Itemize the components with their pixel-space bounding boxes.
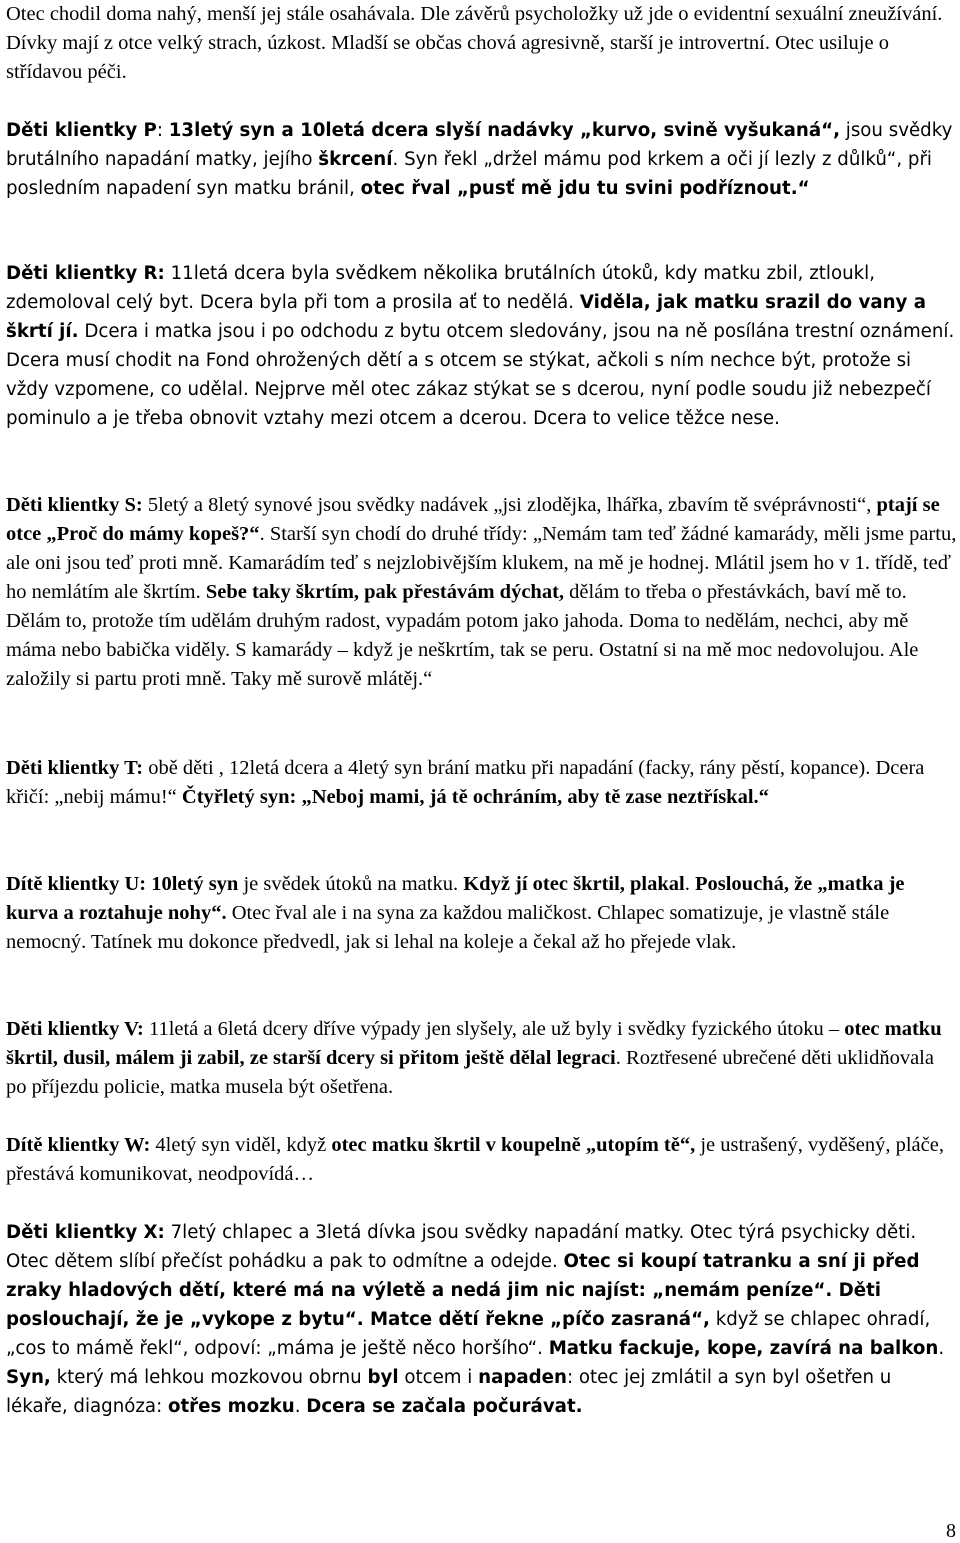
bold-text: škrcení [318, 149, 393, 170]
text-run: který má lehkou mozkovou obrnu [50, 1367, 368, 1388]
text-run: . [294, 1396, 307, 1417]
bold-text: Dítě klientky U: [6, 873, 147, 895]
bold-text: Čtyřletý syn: „Neboj mami, já tě ochráním, aby tě zase neztřískal.“ [181, 786, 769, 808]
bold-text: Děti klientky T: [6, 757, 144, 779]
paragraph [6, 870, 958, 957]
text-run: 7letý chlapec a 3letá dívka jsou svědky napadání matky. Otec týrá psychicky děti. Otec dětem slíbí přečíst pohádku a pak to odmítne a odejde. [6, 1222, 917, 1272]
paragraph [6, 1015, 958, 1102]
text-run: je svědek útoků na matku. [238, 873, 464, 895]
text-run: Dcera i matka jsou i po odchodu z bytu otcem sledovány, jsou na ně posílána trestní oznámení. Dcera musí chodit na Fond ohrožených dětí a s otcem se stýkat, ačkoli s ním nechce být, protože si vždy vzpomene, co udělal. Nejprve měl otec zákaz stýkat se s dcerou, nyní podle soudu již nebezpečí pominulo a je třeba obnovit vztahy mezi otcem a dcerou. Dcera to velice těžce nese. [6, 321, 955, 429]
bold-text: 10letý syn [151, 873, 239, 895]
text-run: . [684, 873, 695, 895]
paragraph [6, 754, 958, 812]
paragraph [6, 116, 958, 203]
text-run: Otec řval ale i na syna za každou maličkost. Chlapec somatizuje, je vlastně stále nemocný. Tatínek mu dokonce předvedl, jak si lehal na koleje a čekal až ho přejede vlak. [6, 902, 890, 953]
bold-text: Děti klientky R: [6, 263, 165, 284]
text-run: když se chlapec ohradí, „cos to mámě řekl“, odpoví: „máma je ještě něco horšího“. [6, 1309, 931, 1359]
bold-text: otec matku škrtil v koupelně „utopím tě“, [331, 1134, 696, 1156]
bold-text: Děti klientky P [6, 120, 157, 141]
text-run: . Roztřesené ubrečené děti uklidňovala po příjezdu policie, matka musela být ošetřena. [6, 1047, 934, 1098]
bold-text: otec matku škrtil, dusil, málem ji zabil, ze starší dcery si přitom ještě dělal legraci [6, 1018, 942, 1069]
text-run: dělám to třeba o přestávkách, baví mě to. Dělám to, protože tím udělám druhým radost, vypadám potom jako jahoda. Doma to nedělám, nechci, aby mě máma nebo babička viděly. S kamarády – když je neškrtím, tak se peru. Ostatní si na mě moc nedovolujou. Ale založily si partu proti mně. Taky mě surově mlátěj.“ [6, 581, 919, 690]
paragraph [6, 491, 958, 694]
text-run: . Starší syn chodí do druhé třídy: „Nemám tam teď žádné kamarády, měli jsme partu, ale oni jsou teď proti mně. Kamarádím teď s nejzlobivějším klukem, na mě je hodnej. Mlátil jsem ho v 1. třídě, teď ho nemlátím ale škrtím. [6, 523, 957, 603]
bold-text: otec řval „pusť mě jdu tu svini podříznout.“ [360, 178, 810, 199]
page-number: 8 [946, 1520, 956, 1542]
bold-text: Poslouchá, že „matka je kurva a roztahuje nohy“. [6, 873, 905, 924]
text-run: 11letá a 6letá dcery dříve výpady jen slyšely, ale už byly i svědky fyzického útoku – [143, 1018, 845, 1040]
bold-text: Dcera se začala počurávat. [306, 1396, 583, 1417]
bold-text: Syn, [6, 1367, 51, 1388]
bold-text: Sebe taky škrtím, pak přestávám dýchat, [205, 581, 565, 603]
bold-text: Děti klientky X: [6, 1222, 165, 1243]
text-run: 4letý syn viděl, když [150, 1134, 332, 1156]
bold-text: Viděla, jak matku srazil do vany a škrtí jí. [6, 292, 927, 342]
text-run: je ustrašený, vyděšený, pláče, přestává komunikovat, neodpovídá… [6, 1134, 944, 1185]
bold-text: ptají se otce „Proč do mámy kopeš?“ [6, 494, 940, 545]
bold-text: 13letý syn a 10letá dcera slyší nadávky „kurvo, svině vyšukaná“, [168, 120, 840, 141]
text-run: . [938, 1338, 945, 1359]
text-run: obě děti , 12letá dcera a 4letý syn brání matku při napadání (facky, rány pěstí, kopance). Dcera křičí: „nebij mámu!“ [6, 757, 925, 808]
bold-text: napaden [478, 1367, 567, 1388]
paragraph [6, 1218, 958, 1421]
text-run: : otec jej zmlátil a syn byl ošetřen u lékaře, diagnóza: [6, 1367, 892, 1417]
bold-text: otřes mozku [167, 1396, 295, 1417]
text-run: otcem i [398, 1367, 479, 1388]
text-run: Otec chodil doma nahý, menší jej stále osahávala. Dle závěrů psycholožky už jde o evidentní sexuální zneužívání. Dívky mají z otce velký strach, úzkost. Mladší se občas chová agresivně, starší je introvertní. Otec usiluje o střídavou péči. [6, 3, 943, 83]
text-run: : [156, 120, 169, 141]
bold-text: Matku fackuje, kope, zavírá na balkon [548, 1338, 939, 1359]
text-run: . Syn řekl „držel mámu pod krkem a oči jí lezly z důlků“, při posledním napadení syn matku bránil, [6, 149, 932, 199]
bold-text: Děti klientky V: [6, 1018, 144, 1040]
bold-text: Dítě klientky W: [6, 1134, 151, 1156]
bold-text: Děti klientky S: [6, 494, 143, 516]
paragraph [6, 1131, 958, 1189]
text-run: 5letý a 8letý synové jsou svědky nadávek „jsi zlodějka, lhářka, zbavím tě svéprávnosti“, [142, 494, 877, 516]
bold-text: Otec si koupí tatranku a sní ji před zraky hladových dětí, které má na výletě a nedá jim nic najíst: „nemám peníze“. Děti poslouchají, že je „vykope z bytu“. Matce dětí řekne „píčo zasraná“, [6, 1251, 920, 1330]
text-run: 11letá dcera byla svědkem několika brutálních útoků, kdy matku zbil, ztloukl, zdemoloval celý byt. Dcera byla při tom a prosila ať to nedělá. [6, 263, 875, 313]
bold-text: byl [367, 1367, 399, 1388]
bold-text: Když jí otec škrtil, plakal [463, 873, 685, 895]
text-run: jsou svědky brutálního napadání matky, jejího [6, 120, 953, 170]
paragraph [6, 259, 958, 433]
paragraph [6, 0, 958, 87]
